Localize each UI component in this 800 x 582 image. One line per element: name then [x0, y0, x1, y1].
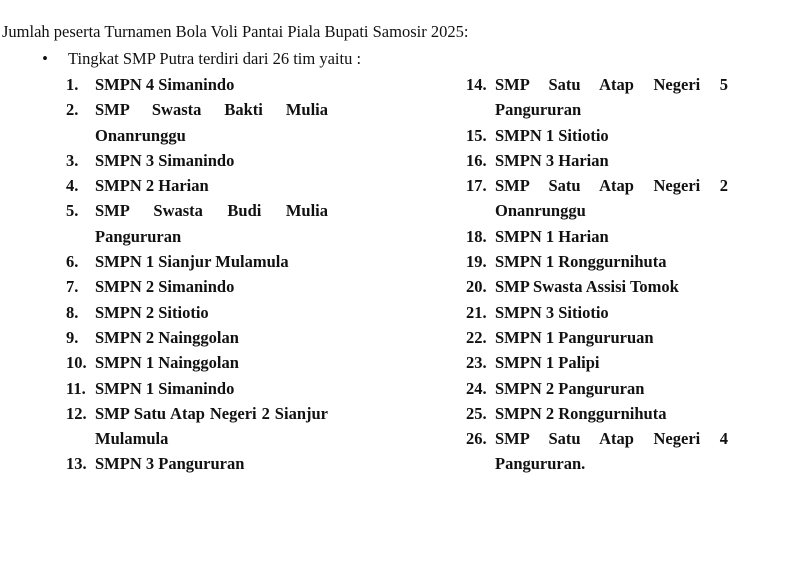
list-item: [66, 249, 328, 274]
team-name: SMPN 4 Simanindo: [95, 75, 235, 94]
list-item: [466, 426, 728, 477]
bullet-dot-icon: •: [42, 49, 48, 68]
list-item: [466, 274, 728, 299]
item-number: 24.: [466, 378, 487, 398]
team-name: SMP Swasta Assisi Tomok: [495, 277, 679, 297]
team-name: SMP Swasta Budi Mulia Pangururan: [95, 201, 328, 246]
list-item: [466, 376, 728, 401]
team-name: SMPN 2 Sitiotio: [95, 302, 209, 322]
item-number: 20.: [466, 277, 487, 297]
team-name: SMP Swasta Bakti Mulia Onanrunggu: [95, 100, 328, 145]
list-item: [66, 376, 328, 401]
list-item: [466, 300, 728, 325]
list-item: [66, 451, 328, 476]
list-item: [466, 249, 728, 274]
item-number: 2.: [66, 100, 79, 120]
team-name: SMPN 1 Sianjur Mulamula: [95, 252, 289, 272]
team-name: SMPN 3 Simanindo: [95, 150, 235, 170]
item-number: 13.: [66, 454, 87, 474]
item-number: 1.: [66, 75, 79, 94]
team-name: SMPN 1 Pangururuan: [495, 327, 654, 347]
item-number: 19.: [466, 252, 487, 272]
item-number: 6.: [66, 252, 79, 272]
list-item: [66, 97, 328, 148]
list-item: [466, 325, 728, 350]
team-name: SMPN 2 Harian: [95, 176, 209, 196]
team-name: SMPN 3 Pangururan: [95, 454, 245, 474]
list-item: [66, 300, 328, 325]
team-name: SMP Satu Atap Negeri 4 Pangururan.: [495, 429, 728, 474]
bullet-text: Tingkat SMP Putra terdiri dari 26 tim yaitu :: [68, 49, 362, 68]
team-name: SMPN 1 Palipi: [495, 353, 600, 373]
list-item: [66, 198, 328, 249]
item-number: 25.: [466, 403, 487, 423]
list-item: [66, 325, 328, 350]
team-name: SMPN 2 Nainggolan: [95, 327, 239, 347]
item-number: 26.: [466, 429, 487, 449]
list-item: [466, 173, 728, 224]
team-name: SMPN 2 Simanindo: [95, 277, 235, 297]
item-number: 11.: [66, 378, 86, 398]
item-number: 22.: [466, 327, 487, 347]
item-number: 5.: [66, 201, 79, 221]
list-item: [466, 350, 728, 375]
item-number: 9.: [66, 327, 79, 347]
item-number: 8.: [66, 302, 79, 322]
item-number: 12.: [66, 403, 87, 423]
team-name: SMP Satu Atap Negeri 2 Sianjur Mulamula: [95, 403, 328, 449]
team-list-left: [66, 72, 328, 477]
team-name: SMP Satu Atap Negeri 5 Pangururan: [495, 75, 728, 120]
item-number: 17.: [466, 176, 487, 196]
team-name: SMPN 1 Simanindo: [95, 378, 235, 398]
item-number: 7.: [66, 277, 79, 297]
list-item: [66, 401, 328, 452]
list-item: [466, 123, 728, 148]
list-item: [466, 401, 728, 426]
team-name: SMP Satu Atap Negeri 2 Onanrunggu: [495, 176, 728, 221]
list-item: [466, 72, 728, 123]
team-list-right: [466, 72, 728, 477]
team-name: SMPN 1 Harian: [495, 226, 609, 246]
item-number: 10.: [66, 353, 87, 373]
item-number: 3.: [66, 150, 79, 170]
item-number: 21.: [466, 302, 487, 322]
item-number: 23.: [466, 353, 487, 373]
list-item: [466, 224, 728, 249]
item-number: 14.: [466, 75, 487, 94]
list-item: [466, 148, 728, 173]
intro-text: Jumlah peserta Turnamen Bola Voli Pantai Piala Bupati Samosir 2025:: [2, 22, 469, 41]
team-name: SMPN 1 Ronggurnihuta: [495, 252, 667, 272]
team-name: SMPN 1 Nainggolan: [95, 353, 239, 373]
team-name: SMPN 2 Ronggurnihuta: [495, 403, 667, 423]
team-name: SMPN 3 Harian: [495, 150, 609, 170]
list-item: [66, 173, 328, 198]
team-name: SMPN 1 Sitiotio: [495, 125, 609, 145]
item-number: 15.: [466, 125, 487, 145]
list-item: [66, 274, 328, 299]
team-name: SMPN 3 Sitiotio: [495, 302, 609, 322]
item-number: 16.: [466, 150, 487, 170]
list-item: [66, 72, 328, 97]
team-name: SMPN 2 Pangururan: [495, 378, 645, 398]
list-item: [66, 350, 328, 375]
list-item: [66, 148, 328, 173]
item-number: 18.: [466, 226, 487, 246]
item-number: 4.: [66, 176, 79, 196]
